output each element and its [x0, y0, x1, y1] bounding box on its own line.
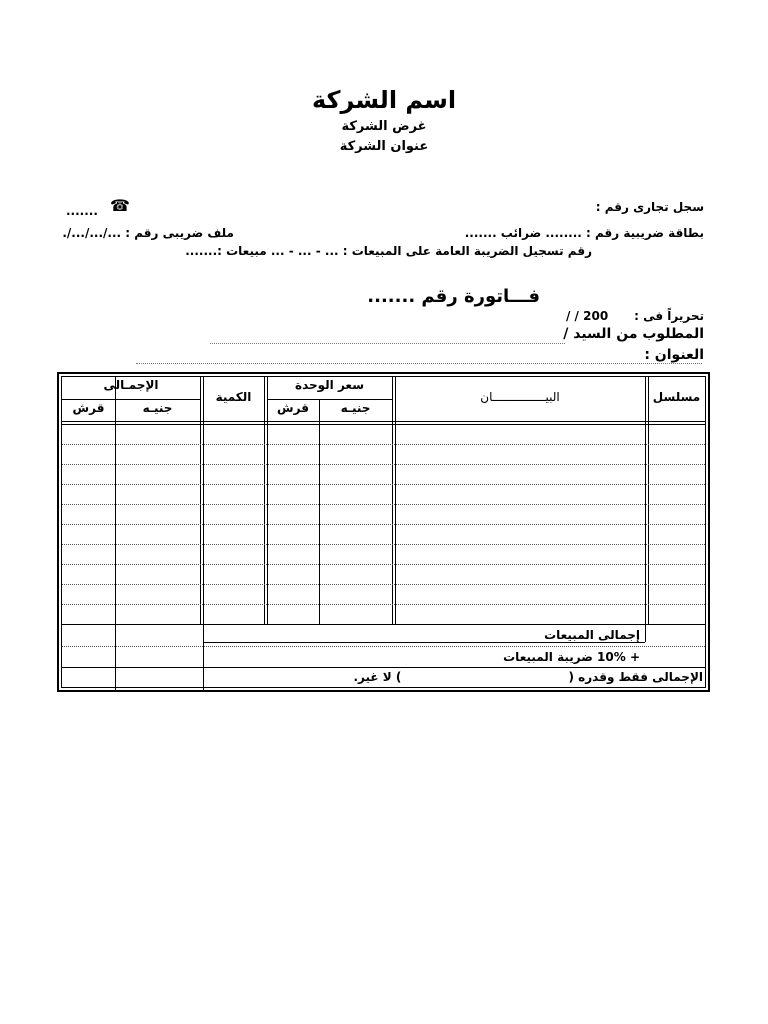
total-sales-label: إجمالى المبيعات — [544, 628, 640, 642]
grand-total-words: الإجمالى فقط وقدره ( ) لا غير. — [353, 670, 703, 684]
header-statement: البيـــــــــــــــان — [480, 390, 560, 404]
address-line — [136, 363, 702, 364]
row-line — [62, 564, 705, 565]
row-line — [62, 584, 705, 585]
header-split — [267, 399, 392, 400]
tax-card: بطاقة ضريبية رقم : ........ ضرائب ....... — [464, 226, 704, 240]
row-line — [62, 504, 705, 505]
company-address: عنوان الشركة — [339, 139, 429, 154]
commercial-register: سجل تجارى رقم : — [595, 200, 704, 214]
summary-line — [62, 646, 705, 647]
address-label: العنوان : — [644, 347, 704, 363]
tax-file: ملف ضريبى رقم : .../.../.../. — [62, 226, 234, 240]
col-line — [395, 377, 396, 624]
col-line — [200, 377, 201, 624]
company-name: اسم الشركة — [311, 86, 457, 114]
col-line — [264, 377, 265, 624]
header-split — [62, 399, 200, 400]
header-total: الإجمـالى — [103, 378, 159, 392]
requested-from-line — [210, 343, 565, 344]
header-total-piaster: قرش — [72, 401, 105, 415]
row-line — [62, 484, 705, 485]
row-line — [62, 604, 705, 605]
row-line — [62, 524, 705, 525]
row-line — [62, 544, 705, 545]
invoice-table — [57, 372, 710, 692]
col-line — [319, 399, 320, 624]
telephone-icon: ☎ — [110, 196, 130, 215]
header-bottom — [62, 424, 705, 425]
row-line — [62, 444, 705, 445]
company-purpose: غرض الشركة — [341, 119, 427, 134]
header-unit-price: سعر الوحدة — [294, 378, 365, 392]
header-serial: مسلسل — [652, 390, 701, 404]
requested-from-label: المطلوب من السيد / — [563, 326, 704, 342]
col-line — [648, 377, 649, 624]
date-value: / / 200 — [566, 309, 609, 323]
sales-tax-label: + 10% ضريبة المبيعات — [503, 650, 640, 664]
date-label: تحريراً فى : — [634, 309, 704, 323]
col-line — [392, 377, 393, 624]
row-line — [62, 464, 705, 465]
sales-tax-registration: رقم تسجيل الضريبة العامة على المبيعات : ... - ... - ... مبيعات :....... — [185, 244, 592, 258]
summary-line — [62, 667, 203, 668]
header-unit-pound: جنيـه — [340, 401, 371, 415]
invoice-title: فـــاتورة رقم ....... — [367, 286, 540, 307]
summary-line — [203, 667, 705, 668]
summary-line — [203, 642, 645, 643]
header-quantity: الكمية — [215, 390, 252, 404]
summary-top — [62, 624, 705, 625]
header-total-pound: جنيـه — [142, 401, 173, 415]
col-line — [645, 377, 646, 642]
header-unit-piaster: قرش — [277, 401, 309, 415]
header-bottom — [62, 421, 705, 422]
phone-value: ....... — [66, 204, 98, 218]
